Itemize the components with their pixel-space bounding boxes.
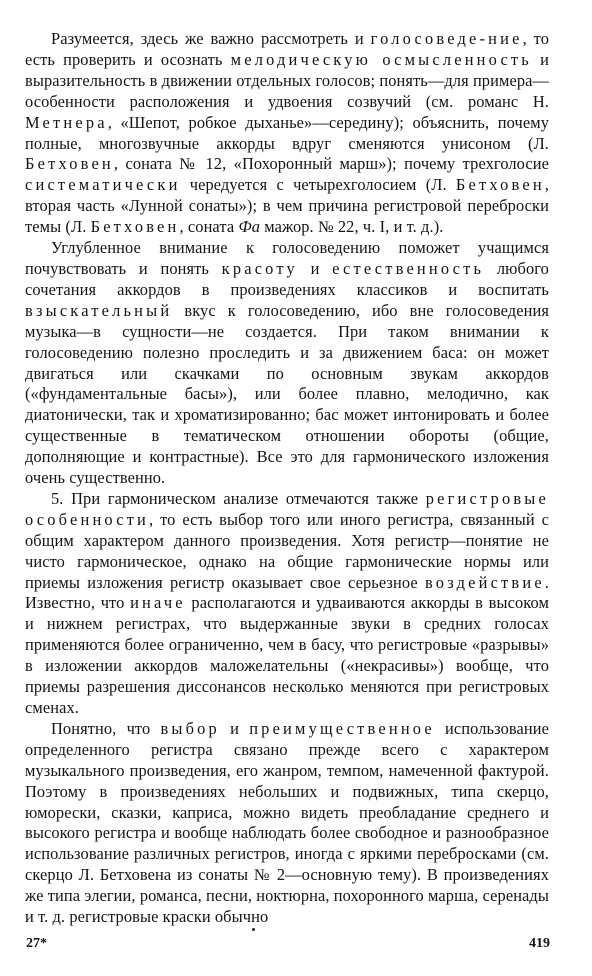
spaced-emphasis: Бетховен [90, 217, 180, 237]
text-run: чередуется с четырехголосием (Л. [180, 175, 456, 195]
spaced-emphasis: воздействие [424, 572, 545, 592]
spaced-emphasis: Бетховен [25, 154, 114, 174]
spaced-emphasis: преимущественное [249, 718, 435, 738]
text-run: , вторая часть «Лунной сонаты»); в чем причина регистровой переброски темы (Л. [25, 175, 549, 237]
text-run: , «Шепот, робкое дыханье»—середину); объяснить, почему полные, многозвучные аккорды вдруг сменяются унисоном (Л. [25, 112, 549, 153]
paragraph-4 [25, 719, 549, 928]
text-run: располагаются и удваиваются аккорды в высоком и нижнем регистрах, что выдержанные звуки в средних голосах применяются более ограниченно, чем в басу, что регистровые «разрывы» в изложении аккордов маложелательны («некрасивы») вообще, что приемы разрешения диссонансов несколько меняются при регистровых сменах. [25, 593, 549, 717]
spaced-emphasis: взыскательный [25, 300, 173, 320]
text-run: и [297, 258, 333, 278]
page-number: 419 [529, 936, 550, 951]
text-run: любого сочетания аккордов в произведениях классиков и воспитать [25, 258, 549, 299]
text-run: и выразительность в движении отдельных голосов; понять—для примера—особенности расположения и удвоения созвучий (см. романс Н. [25, 49, 549, 111]
text-run: . Известно, что [25, 572, 549, 613]
text-run: , то есть проверить и осознать [25, 29, 549, 69]
text-run: вкус к голосоведению, ибо вне голосоведения музыка—в сущности—не создается. При таком внимании к голосоведению полезно проследить и за движением баса: он может двигаться или скачками по основным звукам аккордов («фундаментальные басы»), или более плавно, мелодично, как диатонически, так и хроматизированно; бас может интонировать и более существенные в тематическом отношении обороты (общие, дополняющие и контрастные). Все это для гармонического изложения очень существенно. [25, 300, 549, 488]
spaced-emphasis: Бетховен [455, 175, 545, 195]
paragraph-2 [25, 238, 549, 489]
spaced-emphasis: систематически [25, 175, 181, 195]
spaced-emphasis: голосоведе-ние [370, 29, 523, 48]
signature-mark: 27* [26, 936, 47, 951]
text-run: мажор. № 22, ч. I, и т. д.). [260, 217, 444, 237]
spaced-emphasis: регистровые особенности [25, 488, 549, 529]
page-body [25, 29, 549, 928]
paragraph-1 [25, 29, 549, 238]
text-run: Понятно, что [51, 718, 161, 738]
paragraph-3 [25, 489, 549, 719]
text-run: Разумеется, здесь же важно рассмотреть и [51, 29, 371, 48]
spaced-emphasis: выбор [160, 718, 220, 738]
spaced-emphasis: естественность [332, 258, 485, 278]
text-run: и [219, 718, 250, 738]
text-run: , соната [179, 217, 239, 237]
text-run: , то есть выбор того или иного регистра, связанный с общим характером данного произведения. Хотя регистр—понятие не чисто гармоническое, однако на общие гармонические нормы или приемы изложения регистр оказывает свое серьезное [25, 509, 549, 592]
spaced-emphasis: Метнера [25, 112, 108, 132]
print-mark-dot [252, 928, 255, 931]
italic-emphasis: Фа [238, 217, 261, 237]
spaced-emphasis: мелодическую осмысленность [230, 49, 532, 69]
text-run: использование определенного регистра связано прежде всего с характером музыкального произведения, его жанром, темпом, намеченной фактурой. Поэтому в произведениях небольших и подвижных, типа скерцо, юморески, сказки, каприса, можно видеть преобладание среднего и высокого регистра и вообще наблюдать более свободное и разнообразное использование различных регистров, иногда с яркими перебросками (см. скерцо Л. Бетховена из сонаты № 2—основную тему). В произведениях же типа элегии, романса, песни, ноктюрна, похоронного марша, серенады и т. д. регистровые краски обычно [25, 718, 549, 927]
spaced-emphasis: красоту [221, 258, 298, 278]
text-run: Углубленное внимание к голосоведению поможет учащимся почувствовать и понять [25, 238, 549, 278]
text-run: , соната № 12, «Похоронный марш»); почему трехголосие [113, 154, 549, 174]
text-run: 5. При гармоническом анализе отмечаются также [51, 488, 426, 508]
spaced-emphasis: иначе [130, 593, 186, 613]
